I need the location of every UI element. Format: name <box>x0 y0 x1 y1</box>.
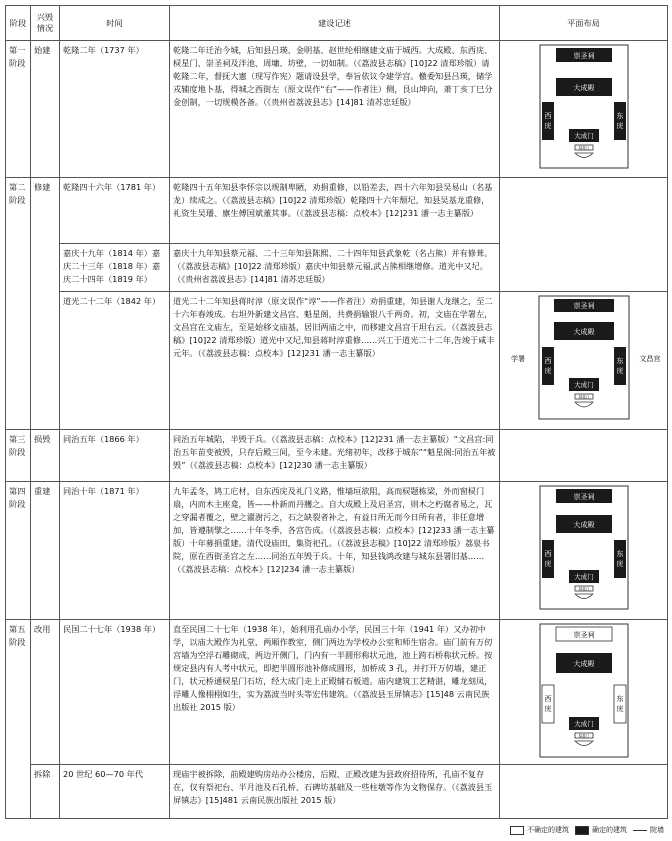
table-row <box>6 765 668 819</box>
record-text: 乾隆二年迁治今城，后知县吕瑛、金明基、赵世纶相继建文庙于城西。大成殿、东西庑、棂星门、崇圣祠及泮池、周墉、坊壁，一切如制。（《荔波县志稿》[10]22 清郑珍版）请乾隆二年，督抚大憲（现写作宪）题请设县学，奉旨依议令建学宫。檄委知县吕瑛，储学戎辅度地卜基，得城之西街左（原文误作“右”——作者注）侧，艮山坤向，萧丁亥丁巳分金创制，一切规模各备。（《贵州省荔波县志》[14]81 清苏忠廷版） <box>173 45 493 107</box>
svg-text:东: 东 <box>616 695 623 703</box>
svg-text:西: 西 <box>544 695 551 703</box>
svg-text:大成殿: 大成殿 <box>573 660 594 668</box>
record-text: 同治五年城陷，半毁于兵。（《荔波县志稿：点校本》[12]231 潘一志主纂版）“文昌宫:同治五年苗变被毁，只存后殿三间，至今未建。光绪初年，改移于城东”“魁星阁:同治五年被毁”（《荔波县志稿：点校本》[12]230 潘一志主纂版） <box>173 434 496 470</box>
svg-text:东: 东 <box>616 550 623 558</box>
legend-certain: 确定的建筑 <box>592 826 627 834</box>
stage-cell: 第五阶段 <box>6 620 31 819</box>
stage-cell: 第三阶段 <box>6 430 31 482</box>
wall-swatch <box>633 830 647 831</box>
record-text: 乾隆四十五年知县李怀宗以规制卑陋，劝捐重修，以铅差去，四十六年知县吴易山（名基龙）续成之。（《荔波县志稿》[10]22 清郑珍版）乾隆四十六年颓圮，知县吴基龙重修，礼资生吴璠、廪生傅国斌董其事。（《荔波县志稿：点校本》[12]231 潘一志主纂版） <box>173 182 493 218</box>
table-row <box>6 430 668 482</box>
table-row <box>6 292 668 430</box>
west-label-a: 西 <box>544 112 551 120</box>
time-cell: 嘉庆十九年（1814 年）嘉庆二十三年（1818 年）嘉庆二十四年（1819 年） <box>60 244 170 292</box>
legend-wall: 院墙 <box>650 826 664 834</box>
east-label-a: 东 <box>616 112 623 120</box>
svg-text:东: 东 <box>616 357 623 365</box>
time-cell: 同治十年（1871 年） <box>60 482 170 620</box>
west-label-b: 庑 <box>544 122 551 130</box>
status-cell: 改用 <box>31 620 60 765</box>
svg-text:庑: 庑 <box>544 367 551 375</box>
header-plan: 平面布局 <box>500 6 668 41</box>
record-cell <box>170 292 500 430</box>
plan-cell-empty <box>500 430 668 482</box>
plan-cell-empty <box>500 178 668 292</box>
time-cell: 乾隆四十六年（1781 年） <box>60 178 170 244</box>
svg-text:崇圣祠: 崇圣祠 <box>573 493 594 501</box>
status-cell: 始建 <box>31 41 60 178</box>
svg-text:庑: 庑 <box>616 367 623 375</box>
svg-text:棂星门: 棂星门 <box>578 734 589 738</box>
time-cell: 乾隆二年（1737 年） <box>60 41 170 178</box>
table-row <box>6 41 668 178</box>
svg-text:棂星门: 棂星门 <box>578 395 589 399</box>
record-text: 直至民国二十七年（1938 年），始利用孔庙办小学，民国三十年（1941 年）又办初中学，以庙大殿作为礼堂，两厢作教室，侧门两边为学校办公室和师生宿舍。庙门前有万仞宫墙为空浮石雕砌成，两边开侧门，门内有一半圆形称状元池，池上跨石桥称状元桥。按规定县内有人考中状元，即把半圆形池补修成圆形，加桥成 3 孔，并打开万仞墙，建正门，状元桥通棂星门石坊，经大成门走上正殿辅石板道。庙内建筑工艺精湛，雕龙刻凤，浮雕人像栩栩如生，实为荔波当时头等宏伟建筑。（《荔波县玉屏镇志》[15]48 云南民族出版社 2015 版） <box>173 624 493 712</box>
svg-text:大成门: 大成门 <box>573 573 594 581</box>
record-cell <box>170 765 500 819</box>
svg-text:大成门: 大成门 <box>573 720 594 728</box>
plan-cell <box>500 41 668 178</box>
plan-diagram-1 <box>539 44 629 169</box>
plan-diagram-3 <box>539 485 629 610</box>
svg-text:庑: 庑 <box>544 560 551 568</box>
time-cell: 同治五年（1866 年） <box>60 430 170 482</box>
record-cell <box>170 482 500 620</box>
plan-cell <box>500 620 668 765</box>
header-row <box>6 6 668 41</box>
svg-text:西: 西 <box>544 550 551 558</box>
record-cell <box>170 430 500 482</box>
stage-cell: 第二阶段 <box>6 178 31 430</box>
record-text: 九年孟冬，鸠工庀材，自东西庑及礼门义路，惟墙垣欲阻，高而棂题栋梁，外而窗棂门扇，内而木主座龛，皆——朴新而丹雘之。自大成殿上及启圣宫，则木之朽腐者易之，瓦之穿漏者覆之，壁之濯澍污之，石之缺裂者补之，有益日所无而今日所有者，非任意增加，皆遵制擘之……十年冬季，各宫告成。（《荔波县志稿：点校本》[12]233 潘一志主纂版）十年募捐重建。清代设庙田，集资祀孔。（《荔波县志稿》[10]22 清郑珍版）荔泉书院，原在西街圣宫之左……同治五年毁于兵。十年，知县钱鸿改建与城东县署旧基……（《荔波县志稿：点校本》[12]234 潘一志主纂版） <box>173 486 495 574</box>
certain-swatch <box>575 826 589 835</box>
legend <box>510 825 664 835</box>
status-cell: 重建 <box>31 482 60 620</box>
record-text: 嘉庆十九年知县蔡元福、二十三年知县陈熙、二十四年知县武象乾（名占熊）并有修葺。（《荔波县志稿》[10]22 清郑珍版）嘉庆中知县蔡元福,武占熊相继增修。道光中又圮。（《贵州省荔波县志》[14]81 清苏忠廷版） <box>173 248 493 284</box>
svg-text:棂星门: 棂星门 <box>578 587 589 591</box>
record-text: 现庙宇被拆除，前殿建购房站办公楼房，后殿、正殿改建为县政府招待所，孔庙不复存在，仅有祭祀台、半月池及石孔桥、石碑坊基础及一些柱墩等作为文物保存。（《荔波县玉屏镇志》[15]481 云南民族出版社 2015 版） <box>173 769 493 805</box>
lingxing-label: 棂星门 <box>578 146 589 150</box>
plan-cell <box>500 482 668 620</box>
header-stage: 阶段 <box>6 6 31 41</box>
table-row <box>6 620 668 765</box>
record-text: 道光二十二年知县蒋时淳（原文误作“谆”——作者注）劝捐重建，知县谢人龙继之，至二十六年春竣成。右坦外新建文昌宫、魁星阁，共费捐输银八千两奇。初，文庙在学署左，文昌宫在文庙左，至是始移文庙基，居旧两庙之中，而移建文昌宫于坦右云。（《荔波县志稿》[10]22 清郑珍版）道光中又圮,知县蒋时淳重修……兴工于道光二十二年,告竣于咸丰元年。（《荔波县志稿：点校本》[12]231 潘一志主纂版） <box>173 296 495 358</box>
plan-diagram-4 <box>539 623 629 758</box>
header-record: 建设记述 <box>170 6 500 41</box>
header-time: 时间 <box>60 6 170 41</box>
uncertain-swatch <box>510 826 524 835</box>
status-cell: 拆除 <box>31 765 60 819</box>
svg-text:崇圣祠: 崇圣祠 <box>573 631 594 639</box>
svg-text:庑: 庑 <box>544 705 551 713</box>
dacheng-label: 大成殿 <box>573 328 594 336</box>
east-label-b: 庑 <box>616 122 623 130</box>
plan-cell-empty <box>500 765 668 819</box>
svg-text:庑: 庑 <box>616 560 623 568</box>
svg-text:大成殿: 大成殿 <box>573 521 594 529</box>
record-cell <box>170 41 500 178</box>
time-cell: 20 世纪 60—70 年代 <box>60 765 170 819</box>
dachengmen-label: 大成门 <box>573 381 594 389</box>
svg-text:庑: 庑 <box>616 705 623 713</box>
record-cell <box>170 620 500 765</box>
header-status: 兴毁情况 <box>31 6 60 41</box>
time-cell: 民国二十七年（1938 年） <box>60 620 170 765</box>
dachengmen-label: 大成门 <box>573 132 594 140</box>
legend-uncertain: 不确定的建筑 <box>527 826 569 834</box>
history-table <box>5 5 668 819</box>
stage-cell: 第一阶段 <box>6 41 31 178</box>
plan-cell <box>500 292 668 430</box>
svg-text:西: 西 <box>544 357 551 365</box>
record-cell <box>170 178 500 244</box>
chongsheng-label: 崇圣祠 <box>573 302 594 310</box>
stage-cell: 第四阶段 <box>6 482 31 620</box>
status-cell: 修建 <box>31 178 60 430</box>
chongsheng-label: 崇圣祠 <box>573 52 594 60</box>
dacheng-label: 大成殿 <box>573 84 594 92</box>
status-cell: 损毁 <box>31 430 60 482</box>
table-row <box>6 178 668 244</box>
wenchang-label: 文昌宫 <box>639 355 660 363</box>
table-row <box>6 482 668 620</box>
time-cell: 道光二十二年（1842 年） <box>60 292 170 430</box>
plan-diagram-2 <box>504 295 664 420</box>
xueshu-label: 学署 <box>510 355 525 363</box>
record-cell <box>170 244 500 292</box>
